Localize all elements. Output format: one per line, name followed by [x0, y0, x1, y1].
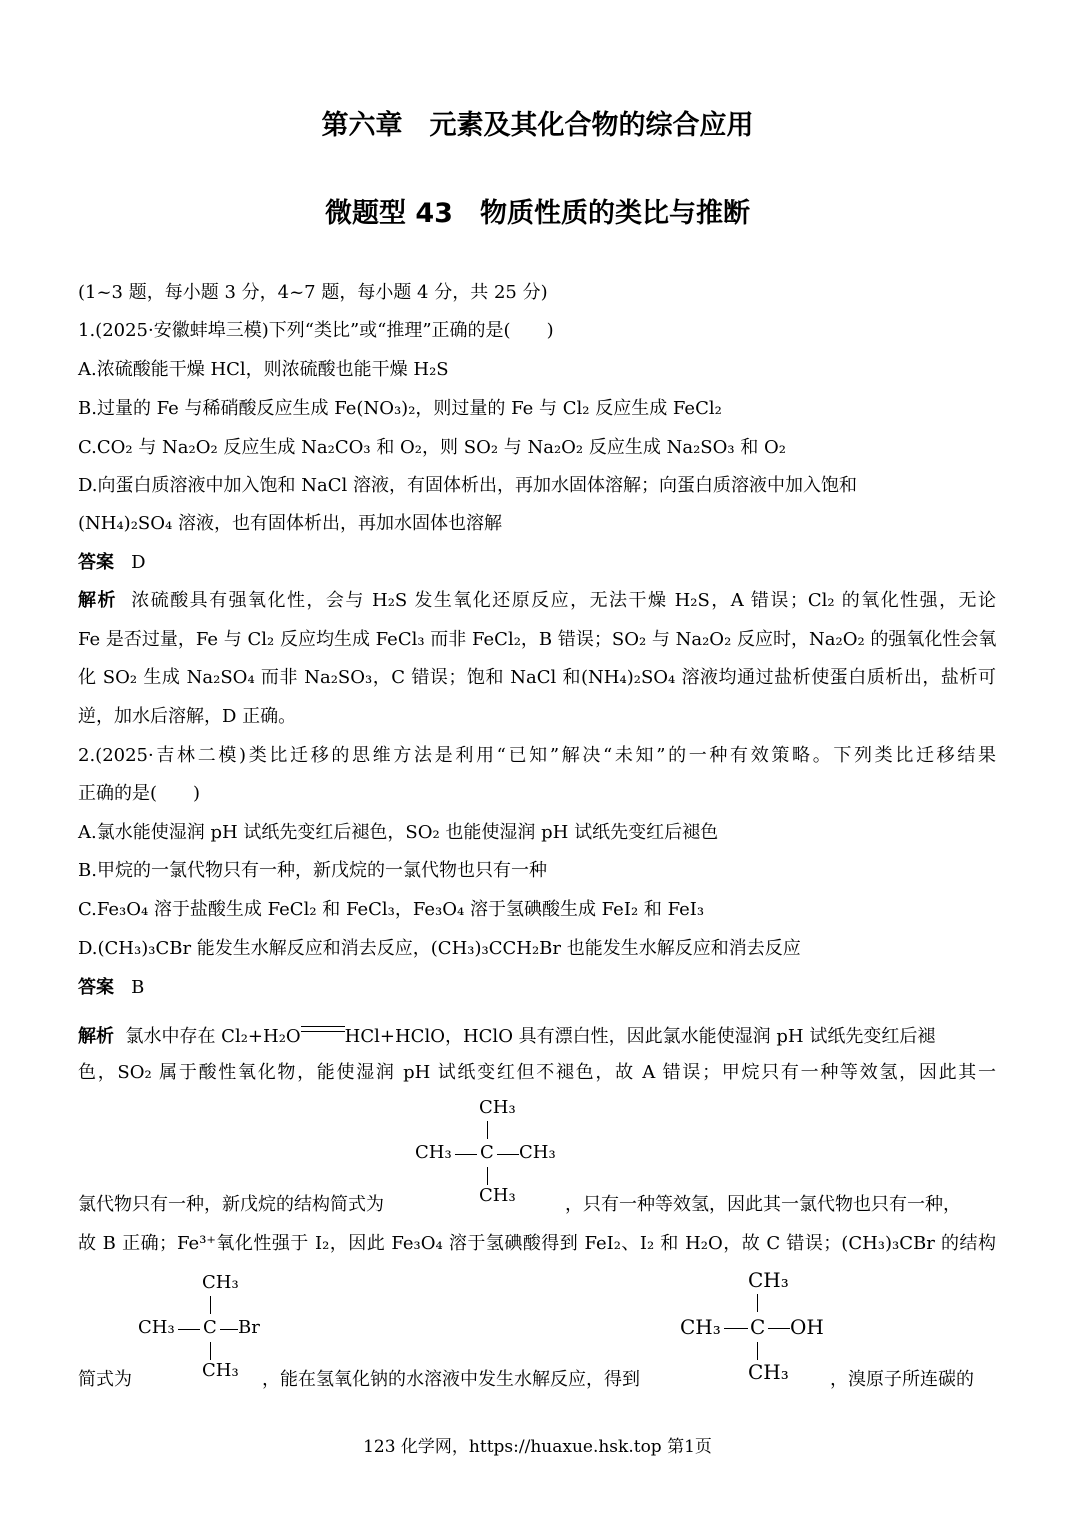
struct-top: CH₃ — [748, 1268, 789, 1292]
q2-stem-line1: 2.(2025·吉林二模)类比迁移的思维方法是利用“已知”解决“未知”的一种有效策略。下列类比迁移结果 — [78, 745, 996, 766]
answer-label: 答案 — [78, 977, 114, 998]
analysis-text: 氯水中存在 Cl₂+H₂O — [125, 1026, 301, 1047]
chapter-title: 第六章 元素及其化合物的综合应用 — [321, 110, 754, 141]
analysis-label: 解析 — [78, 590, 117, 611]
q2-analysis-line1 — [78, 1022, 935, 1049]
q1-answer — [78, 551, 146, 575]
struct-bottom: CH₃ — [748, 1360, 789, 1384]
bond-line — [487, 1121, 488, 1139]
analysis-text: 浓硫酸具有强氧化性，会与 H₂S 发生氧化还原反应，无法干燥 H₂S，A 错误；Cl₂ 的氧化性强，无论 — [131, 590, 996, 611]
bond-line — [220, 1329, 238, 1330]
q2-analysis-line5b: ，能在氢氧化钠的水溶液中发生水解反应，得到 — [262, 1369, 640, 1390]
bond-line — [724, 1328, 748, 1329]
struct-left: CH₃ — [415, 1142, 452, 1163]
q1-analysis-line4: 逆，加水后溶解，D 正确。 — [78, 706, 297, 727]
tbutyl-bromide-structure — [138, 1272, 278, 1392]
scoring-note: (1~3 题，每小题 3 分，4~7 题，每小题 4 分，共 25 分) — [78, 282, 548, 303]
q1-analysis-line1 — [78, 589, 996, 613]
bond-line — [210, 1342, 211, 1360]
q1-option-d-line1: D.向蛋白质溶液中加入饱和 NaCl 溶液，有固体析出，再加水固体溶解；向蛋白质溶液中加入饱和 — [78, 475, 857, 496]
struct-top: CH₃ — [202, 1272, 239, 1293]
struct-bottom: CH₃ — [202, 1360, 239, 1381]
struct-right: OH — [790, 1315, 824, 1339]
q2-analysis-line2: 色，SO₂ 属于酸性氧化物，能使湿润 pH 试纸变红但不褪色，故 A 错误；甲烷只有一种等效氢，因此其一 — [78, 1062, 996, 1083]
equilibrium-arrow-icon — [301, 1022, 345, 1036]
struct-left: CH₃ — [680, 1315, 721, 1339]
q2-option-d: D.(CH₃)₃CBr 能发生水解反应和消去反应，(CH₃)₃CCH₂Br 也能发生水解反应和消去反应 — [78, 938, 801, 959]
struct-center: C — [480, 1142, 494, 1163]
q2-option-c: C.Fe₃O₄ 溶于盐酸生成 FeCl₂ 和 FeCl₃，Fe₃O₄ 溶于氢碘酸生成 FeI₂ 和 FeI₃ — [78, 899, 705, 920]
struct-right: CH₃ — [519, 1142, 556, 1163]
answer-label: 答案 — [78, 552, 114, 573]
answer-value: D — [131, 552, 146, 573]
q1-analysis-line2: Fe 是否过量，Fe 与 Cl₂ 反应均生成 FeCl₃ 而非 FeCl₂，B 错误；SO₂ 与 Na₂O₂ 反应时，Na₂O₂ 的强氧化性会氧 — [78, 629, 997, 650]
analysis-label: 解析 — [78, 1026, 114, 1047]
q1-analysis-line3: 化 SO₂ 生成 Na₂SO₄ 而非 Na₂SO₃，C 错误；饱和 NaCl 和(NH₄)₂SO₄ 溶液均通过盐析使蛋白质析出，盐析可 — [78, 667, 996, 688]
bond-line — [210, 1296, 211, 1314]
q2-analysis-line3a: 氯代物只有一种，新戊烷的结构简式为 — [78, 1194, 384, 1215]
q2-analysis-line4: 故 B 正确；Fe³⁺氧化性强于 I₂，因此 Fe₃O₄ 溶于氢碘酸得到 FeI₂、I₂ 和 H₂O，故 C 错误；(CH₃)₃CBr 的结构 — [78, 1233, 996, 1254]
bond-line — [455, 1154, 477, 1155]
q2-analysis-line3b: ，只有一种等效氢，因此其一氯代物也只有一种， — [565, 1194, 961, 1215]
q2-answer — [78, 976, 144, 1000]
tbutanol-structure — [680, 1268, 840, 1393]
page-footer: 123 化学网，https://huaxue.hsk.top 第1页 — [363, 1437, 712, 1457]
q2-option-a: A.氯水能使湿润 pH 试纸先变红后褪色，SO₂ 也能使湿润 pH 试纸先变红后褪色 — [78, 822, 719, 843]
struct-center: C — [750, 1315, 766, 1339]
q1-option-a: A.浓硫酸能干燥 HCl，则浓硫酸也能干燥 H₂S — [78, 359, 449, 380]
q1-option-c: C.CO₂ 与 Na₂O₂ 反应生成 Na₂CO₃ 和 O₂，则 SO₂ 与 Na₂O₂ 反应生成 Na₂SO₃ 和 O₂ — [78, 437, 787, 458]
analysis-text: HCl+HClO，HClO 具有漂白性，因此氯水能使湿润 pH 试纸先变红后褪 — [344, 1026, 936, 1047]
bond-line — [757, 1342, 758, 1360]
bond-line — [487, 1167, 488, 1185]
q2-analysis-line5c: ，溴原子所连碳的 — [830, 1369, 974, 1390]
struct-left: CH₃ — [138, 1317, 175, 1338]
neopentane-structure — [415, 1097, 565, 1217]
section-title: 微题型 43 物质性质的类比与推断 — [325, 198, 750, 229]
bond-line — [757, 1294, 758, 1312]
bond-line — [497, 1154, 519, 1155]
q2-analysis-line5a: 简式为 — [78, 1369, 132, 1390]
q1-option-b: B.过量的 Fe 与稀硝酸反应生成 Fe(NO₃)₂，则过量的 Fe 与 Cl₂ 反应生成 FeCl₂ — [78, 398, 722, 419]
answer-value: B — [131, 977, 145, 998]
struct-center: C — [203, 1317, 217, 1338]
struct-top: CH₃ — [479, 1097, 516, 1118]
bond-line — [178, 1329, 200, 1330]
struct-right: Br — [238, 1317, 260, 1338]
q2-stem-line2: 正确的是( ) — [78, 783, 201, 804]
q1-stem: 1.(2025·安徽蚌埠三模)下列“类比”或“推理”正确的是( ) — [78, 320, 554, 341]
struct-bottom: CH₃ — [479, 1185, 516, 1206]
q2-option-b: B.甲烷的一氯代物只有一种，新戊烷的一氯代物也只有一种 — [78, 860, 547, 881]
bond-line — [768, 1328, 790, 1329]
q1-option-d-line2: (NH₄)₂SO₄ 溶液，也有固体析出，再加水固体也溶解 — [78, 513, 502, 534]
